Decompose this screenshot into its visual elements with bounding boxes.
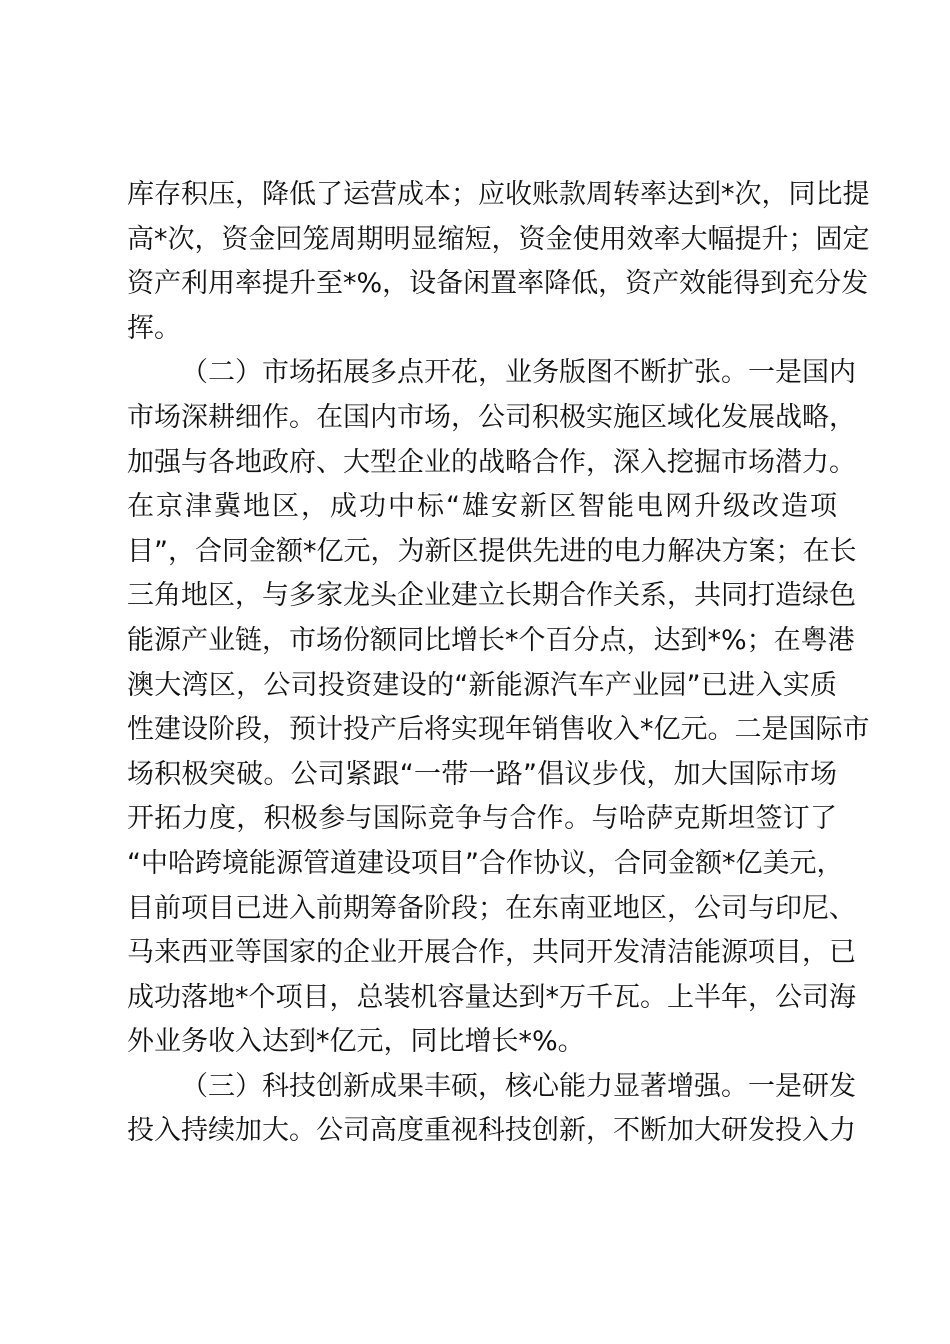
text-line: 成功落地*个项目，总装机容量达到*万千瓦。上半年，公司海 [127, 981, 856, 1013]
section-heading-line: （三）科技创新成果丰硕，核心能力显著增强。一是研发 [181, 1070, 856, 1102]
section-heading-line: （二）市场拓展多点开花，业务版图不断扩张。一是国内 [181, 357, 856, 389]
text-line: 性建设阶段，预计投产后将实现年销售收入*亿元。二是国际市 [127, 714, 870, 746]
text-line: 马来西亚等国家的企业开展合作，共同开发清洁能源项目，已 [127, 937, 856, 969]
text-line: 库存积压，降低了运营成本；应收账款周转率达到*次，同比提 [127, 179, 870, 210]
body-text [127, 173, 870, 1154]
text-line: 高*次，资金回笼周期明显缩短，资金使用效率大幅提升；固定 [127, 223, 870, 255]
text-line: 市场深耕细作。在国内市场，公司积极实施区域化发展战略， [127, 401, 856, 433]
text-line: 澳大湾区，公司投资建设的“新能源汽车产业园”已进入实质 [127, 669, 837, 701]
text-line: 外业务收入达到*亿元，同比增长*%。 [127, 1026, 585, 1058]
text-line: 资产利用率提升至*%，设备闲置率降低，资产效能得到充分发 [127, 268, 869, 300]
text-line: 在京津冀地区，成功中标“雄安新区智能电网升级改造项 [127, 491, 837, 523]
text-line: 投入持续加大。公司高度重视科技创新，不断加大研发投入力 [127, 1115, 856, 1147]
text-line: 目”，合同金额*亿元，为新区提供先进的电力解决方案；在长 [127, 535, 857, 567]
text-line: 开拓力度，积极参与国际竞争与合作。与哈萨克斯坦签订了 [127, 803, 837, 835]
text-line: 场积极突破。公司紧跟“一带一路”倡议步伐，加大国际市场 [127, 758, 837, 790]
text-line: 能源产业链，市场份额同比增长*个百分点，达到*%；在粤港 [127, 624, 855, 656]
text-line: 加强与各地政府、大型企业的战略合作，深入挖掘市场潜力。 [127, 446, 856, 478]
text-line: “中哈跨境能源管道建设项目”合作协议，合同金额*亿美元， [127, 847, 844, 879]
text-line: 挥。 [127, 312, 181, 344]
text-line: 三角地区，与多家龙头企业建立长期合作关系，共同打造绿色 [127, 580, 856, 612]
text-line: 目前项目已进入前期筹备阶段；在东南亚地区，公司与印尼、 [127, 892, 856, 924]
